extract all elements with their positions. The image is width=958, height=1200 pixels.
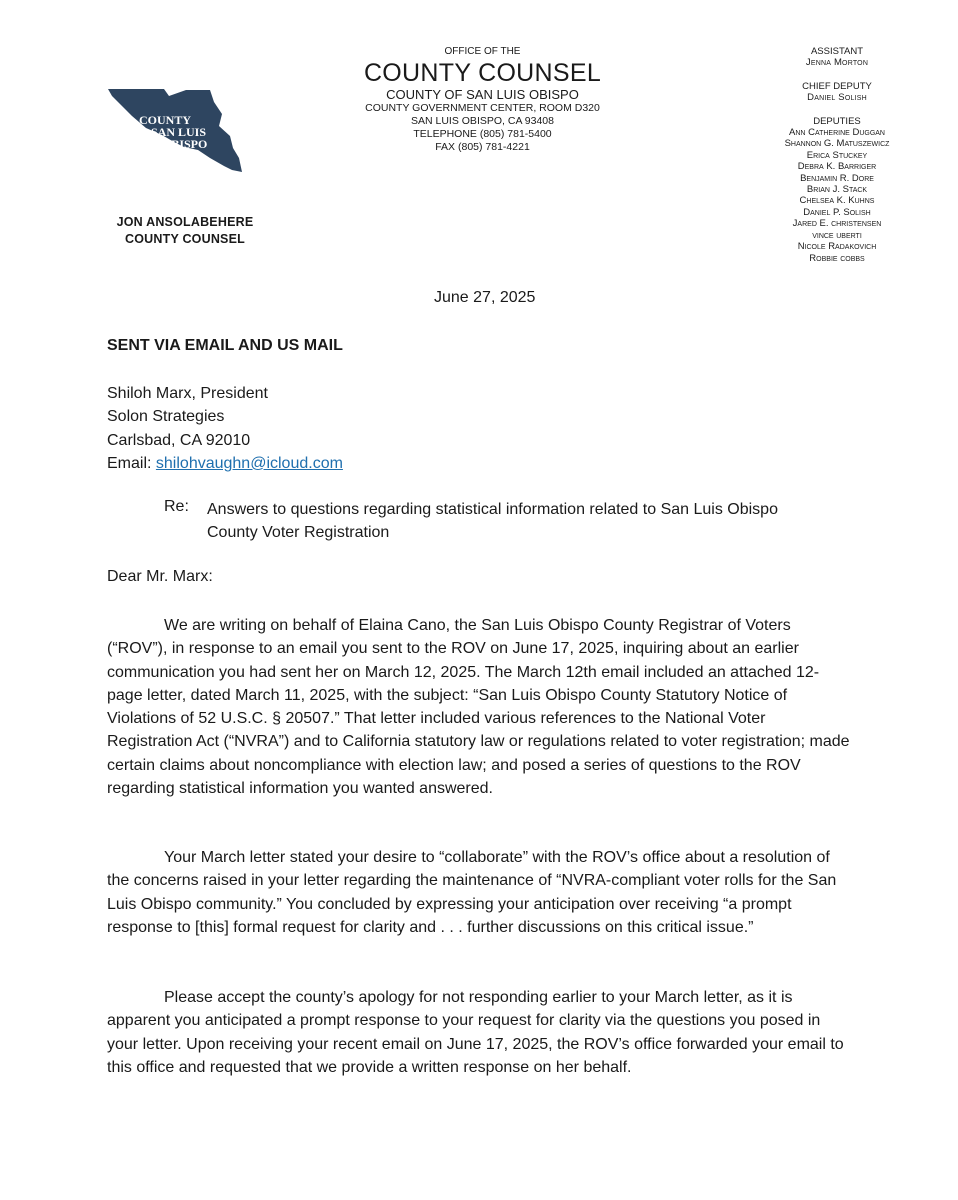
re-label: Re:: [164, 498, 189, 515]
office-title: COUNTY COUNSEL: [363, 59, 602, 87]
county-counsel-signature-block: [100, 214, 270, 248]
office-of-label: OFFICE OF THE: [444, 46, 521, 57]
deputy-name: Chelsea K. Kuhns: [799, 195, 875, 207]
assistant-name: Jenna Morton: [805, 57, 869, 69]
recipient-email-link[interactable]: shilohvaughn@icloud.com: [155, 454, 343, 472]
deputy-name: vince uberti: [812, 229, 862, 241]
deputy-name: Robbie cobbs: [809, 252, 865, 264]
deputy-name: Debra K. Barriger: [797, 161, 877, 173]
logo-line-county: COUNTY: [139, 113, 192, 127]
recipient-email-line: [107, 452, 343, 475]
assistant-heading: ASSISTANT: [810, 46, 864, 57]
fax: FAX (805) 781-4221: [435, 141, 530, 153]
county-logo: [106, 86, 246, 178]
telephone: TELEPHONE (805) 781-5400: [413, 128, 552, 140]
county-name: COUNTY OF SAN LUIS OBISPO: [386, 87, 579, 102]
body-paragraph-3: Please accept the county’s apology for not responding earlier to your March letter, as it is apparent you anticipated a prompt response to your request for clarity via the questions you posed in your letter. Upon receiving your recent email on June 17, 2025, the ROV’s office forwarded your email to this office and requested that we provide a written response on her behalf.: [107, 989, 844, 1076]
recipient-company: Solon Strategies: [107, 408, 225, 426]
county-map-logo: [106, 86, 246, 178]
deputy-name: Ann Catherine Duggan: [789, 127, 885, 139]
delivery-method: SENT VIA EMAIL AND US MAIL: [107, 337, 343, 354]
deputy-name: Nicole Radakovich: [797, 241, 877, 253]
chief-deputy-name: Daniel Solish: [807, 92, 867, 104]
deputy-name: Jared E. christensen: [792, 218, 882, 230]
counsel-title: COUNTY COUNSEL: [125, 232, 245, 246]
salutation: Dear Mr. Marx:: [107, 568, 213, 585]
body-paragraph-2: Your March letter stated your desire to “collaborate” with the ROV’s office about a resolution of the concerns raised in your letter regarding the maintenance of “NVRA-compliant voter rolls for the San Luis Obispo community.” You concluded by expressing your anticipation over receiving “a prompt response to [this] formal request for clarity and . . . further discussions on this critical issue.”: [107, 849, 837, 936]
logo-line-of: of: [143, 132, 148, 138]
recipient-city: Carlsbad, CA 92010: [107, 431, 251, 449]
deputy-name: Daniel P. Solish: [803, 206, 871, 218]
deputy-name: Shannon G. Matuszewicz: [784, 138, 890, 150]
address-line-2: SAN LUIS OBISPO, CA 93408: [411, 115, 554, 127]
logo-line-obispo: OBISPO: [162, 137, 208, 151]
recipient-address: [107, 382, 343, 475]
recipient-name: Shiloh Marx, President: [107, 385, 268, 402]
deputies-list: [762, 127, 912, 264]
deputy-name: Benjamin R. Dore: [800, 172, 874, 184]
email-label: Email:: [107, 454, 156, 472]
office-header: [330, 45, 635, 154]
deputy-name: Erica Stuckey: [806, 149, 868, 161]
counsel-name: JON ANSOLABEHERE: [116, 215, 254, 229]
address-line-1: COUNTY GOVERNMENT CENTER, ROOM D320: [365, 102, 600, 114]
deputies-heading: DEPUTIES: [813, 115, 861, 127]
re-subject: Answers to questions regarding statistical information related to San Luis Obispo County Voter Registration: [207, 501, 778, 542]
letter-date: June 27, 2025: [434, 289, 536, 306]
staff-roster: [762, 46, 912, 264]
deputy-name: Brian J. Stack: [806, 184, 868, 196]
logo-line-san-luis: SAN LUIS: [151, 125, 207, 139]
body-paragraph-1: We are writing on behalf of Elaina Cano, the San Luis Obispo County Registrar of Voters (“ROV”), in response to an email you sent to the ROV on June 17, 2025, inquiring about an earlier communication you had sent her on March 12, 2025. The March 12th email included an attached 12-page letter, dated March 11, 2025, with the subject: “San Luis Obispo County Statutory Notice of Violations of 52 U.S.C. § 20507.” That letter included various references to the National Voter Registration Act (“NVRA”) and to California statutory law or regulations related to voter registration; made certain claims about noncompliance with election law; and posed a series of questions to the ROV regarding statistical information you wanted answered.: [107, 617, 850, 798]
chief-deputy-heading: CHIEF DEPUTY: [802, 80, 872, 92]
